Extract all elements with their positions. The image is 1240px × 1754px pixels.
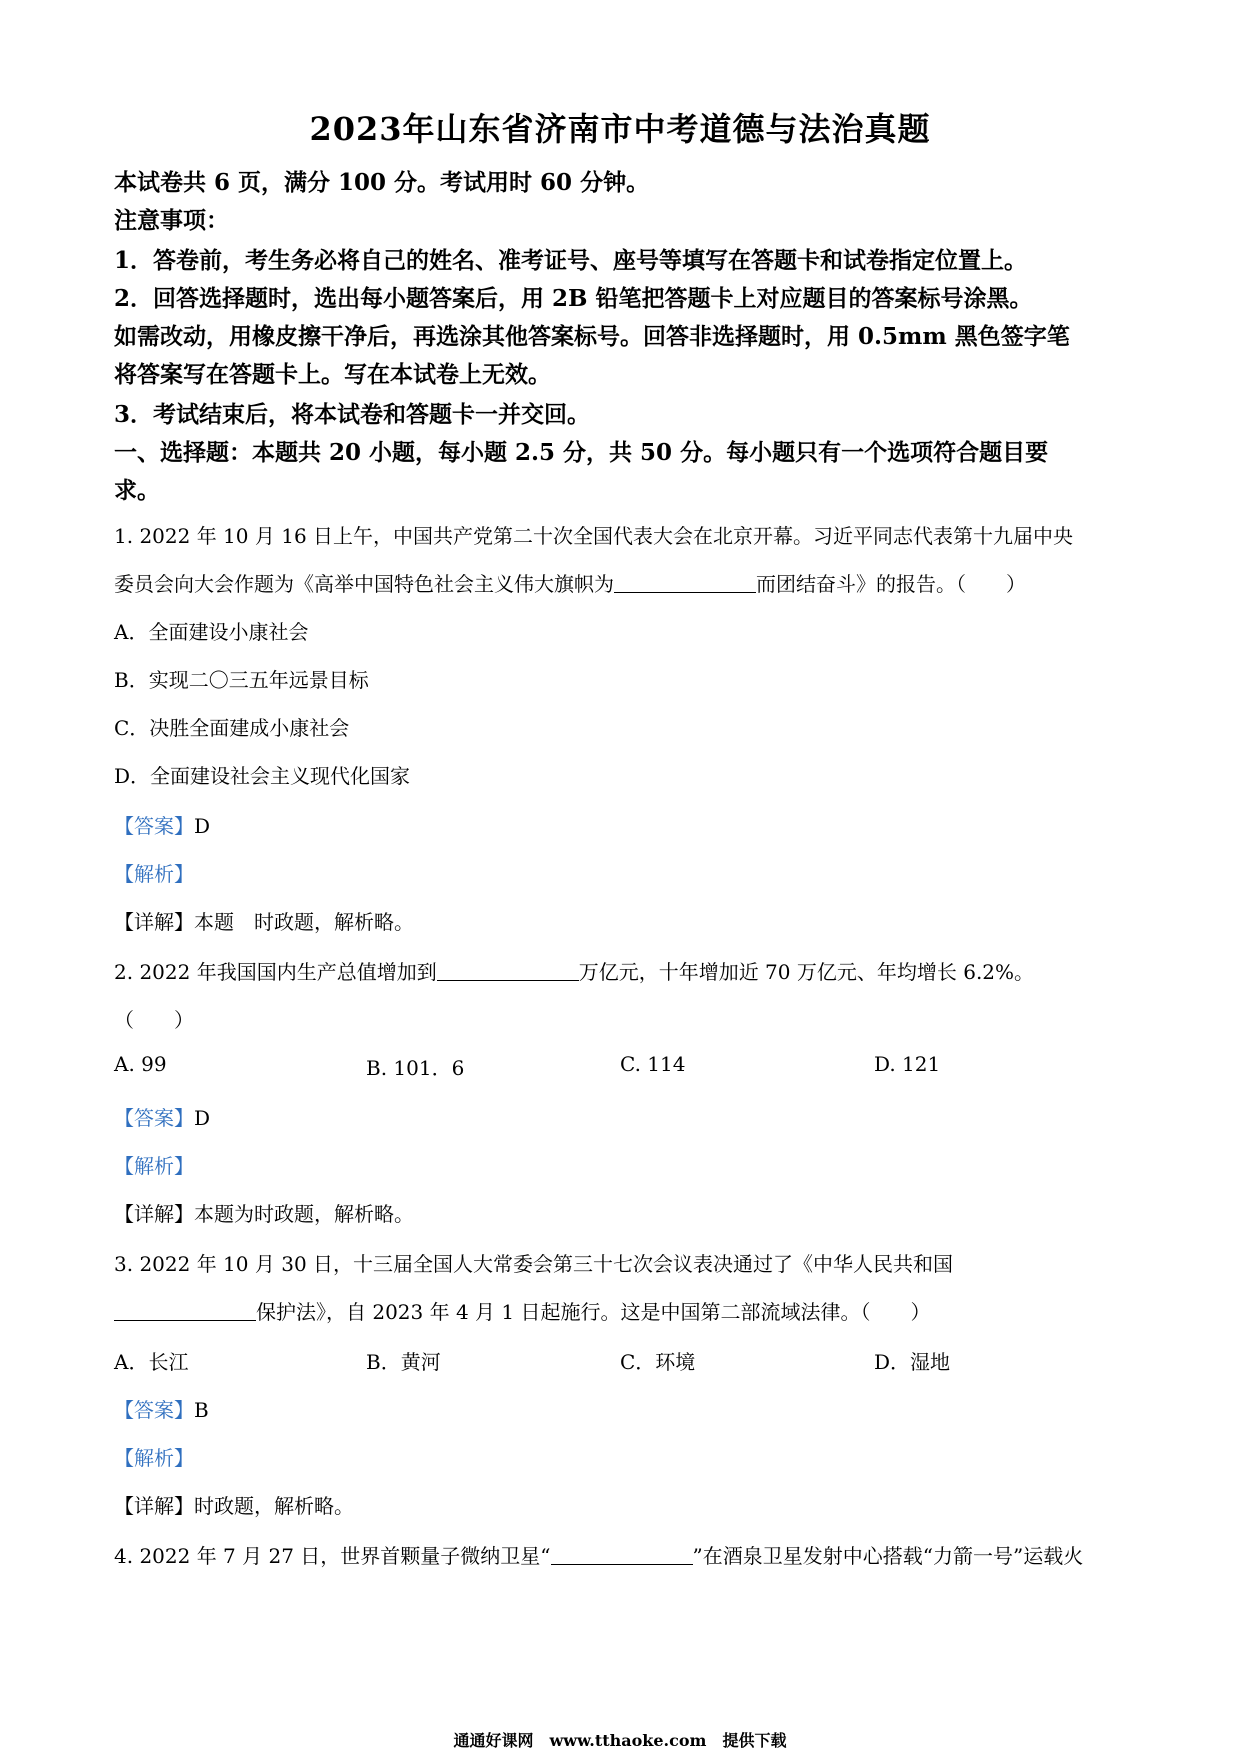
option-c: C．决胜全面建成小康社会 bbox=[114, 716, 350, 740]
detail-line bbox=[114, 1490, 354, 1519]
notice-item-2-end: 将答案写在答题卡上。写在本试卷上无效。 bbox=[114, 361, 551, 388]
option-b: B．实现二〇三五年远景目标 bbox=[114, 668, 369, 692]
notice-title: 注意事项： bbox=[114, 207, 229, 234]
option-d: D. 121 bbox=[874, 1052, 941, 1076]
detail-text: 时政题，解析略。 bbox=[194, 1494, 354, 1518]
question-1-stem-cont bbox=[114, 568, 1026, 597]
detail-text: 本题 时政题，解析略。 bbox=[194, 910, 414, 934]
option-c: C．环境 bbox=[620, 1350, 696, 1374]
question-1-stem: 1. 2022 年 10 月 16 日上午，中国共产党第二十次全国代表大会在北京开幕。习近平同志代表第十九届中央 bbox=[114, 524, 1074, 548]
question-3-stem: 3. 2022 年 10 月 30 日，十三届全国人大常委会第三十七次会议表决通过了《中华人民共和国 bbox=[114, 1252, 954, 1276]
notice-item-2-cont: 如需改动，用橡皮擦干净后，再选涂其他答案标号。回答非选择题时，用 0.5mm 黑色签字笔 bbox=[114, 323, 1070, 350]
analysis-label: 【解析】 bbox=[114, 1154, 194, 1178]
question-2-text-end: 万亿元，十年增加近 70 万亿元、年均增长 6.2%。 bbox=[578, 960, 1035, 984]
page-title: 2023年山东省济南市中考道德与法治真题 bbox=[309, 110, 931, 148]
answer-label: 【答案】 bbox=[114, 1398, 194, 1422]
question-4-stem bbox=[114, 1540, 1083, 1569]
notice-item-3: 3．考试结束后，将本试卷和答题卡一并交回。 bbox=[114, 401, 591, 428]
question-3-text-end: 保护法》，自 2023 年 4 月 1 日起施行。这是中国第二部流域法律。（ ） bbox=[256, 1300, 931, 1324]
answer-label: 【答案】 bbox=[114, 1106, 194, 1130]
detail-line bbox=[114, 906, 414, 935]
section-heading-end: 求。 bbox=[114, 477, 160, 504]
option-b: B. 101．6 bbox=[366, 1056, 465, 1080]
detail-line bbox=[114, 1198, 414, 1227]
question-2-stem bbox=[114, 956, 1034, 985]
notice-item-1: 1．答卷前，考生务必将自己的姓名、准考证号、座号等填写在答题卡和试卷指定位置上。 bbox=[114, 247, 1028, 274]
question-1-text-end: 而团结奋斗》的报告。（ ） bbox=[756, 572, 1026, 596]
question-2-text: 2. 2022 年我国国内生产总值增加到 bbox=[114, 960, 437, 984]
answer-value: D bbox=[194, 1106, 211, 1130]
question-3-stem-cont bbox=[114, 1296, 931, 1325]
fill-blank bbox=[114, 1300, 256, 1321]
footer-source: 通通好课网 www.tthaoke.com 提供下载 bbox=[453, 1731, 787, 1750]
detail-label: 【详解】 bbox=[114, 910, 194, 934]
answer-value: B bbox=[194, 1398, 209, 1422]
question-4-text: 4. 2022 年 7 月 27 日，世界首颗量子微纳卫星“ bbox=[114, 1544, 551, 1568]
answer-line bbox=[114, 1102, 210, 1131]
option-d: D．湿地 bbox=[874, 1350, 951, 1374]
analysis-label: 【解析】 bbox=[114, 1446, 194, 1470]
question-2-bracket: （ ） bbox=[114, 1008, 194, 1032]
option-c: C. 114 bbox=[620, 1052, 686, 1076]
exam-info: 本试卷共 6 页，满分 100 分。考试用时 60 分钟。 bbox=[114, 169, 650, 196]
answer-line bbox=[114, 1394, 209, 1423]
question-1-text: 委员会向大会作题为《高举中国特色社会主义伟大旗帜为 bbox=[114, 572, 614, 596]
fill-blank bbox=[437, 960, 579, 981]
option-d: D．全面建设社会主义现代化国家 bbox=[114, 764, 411, 788]
option-b: B．黄河 bbox=[366, 1350, 441, 1374]
detail-label: 【详解】 bbox=[114, 1494, 194, 1518]
answer-line bbox=[114, 810, 210, 839]
analysis-label: 【解析】 bbox=[114, 862, 194, 886]
question-4-text-end: ”在酒泉卫星发射中心搭载“力箭一号”运载火 bbox=[692, 1544, 1084, 1568]
fill-blank bbox=[551, 1544, 693, 1565]
detail-text: 本题为时政题，解析略。 bbox=[194, 1202, 414, 1226]
answer-label: 【答案】 bbox=[114, 814, 194, 838]
answer-value: D bbox=[194, 814, 211, 838]
option-a: A. 99 bbox=[114, 1052, 167, 1076]
option-a: A．长江 bbox=[114, 1350, 189, 1374]
fill-blank bbox=[614, 572, 756, 593]
notice-item-2: 2．回答选择题时，选出每小题答案后，用 2B 铅笔把答题卡上对应题目的答案标号涂黑。 bbox=[114, 285, 1033, 312]
section-heading: 一、选择题：本题共 20 小题，每小题 2.5 分，共 50 分。每小题只有一个选项符合题目要 bbox=[114, 439, 1049, 466]
option-a: A．全面建设小康社会 bbox=[114, 620, 309, 644]
detail-label: 【详解】 bbox=[114, 1202, 194, 1226]
